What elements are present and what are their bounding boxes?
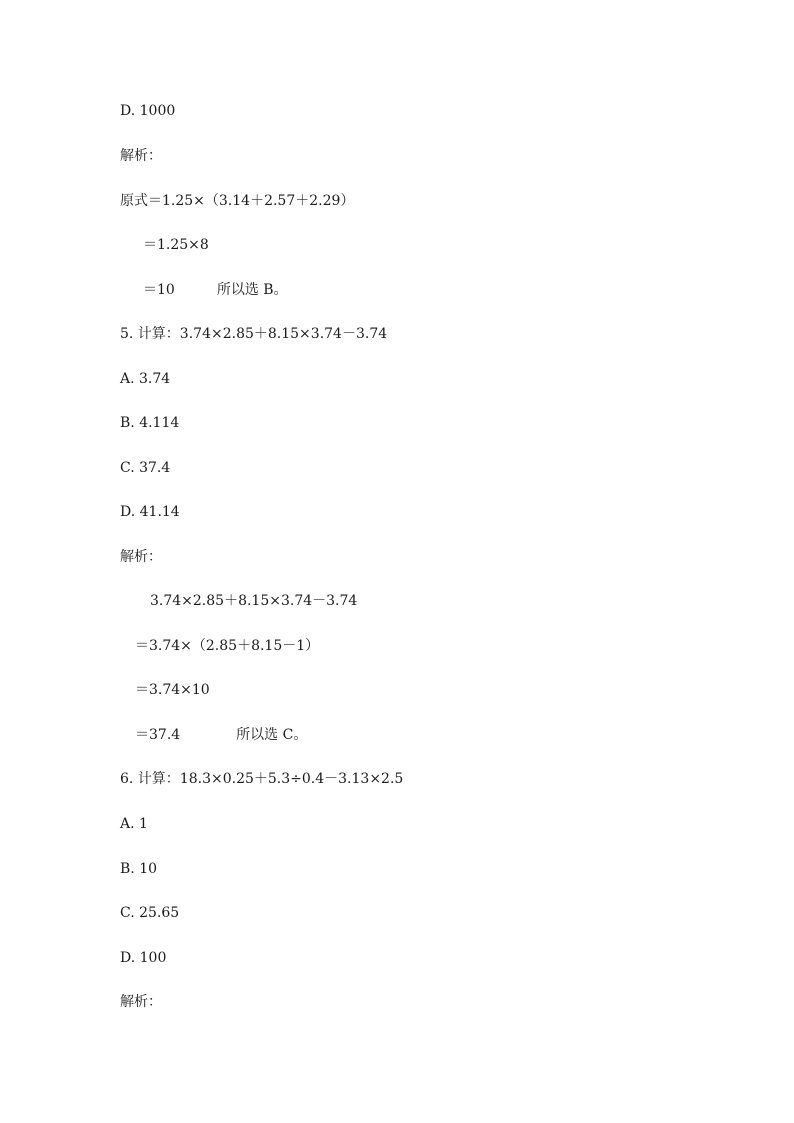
q5-option-c: C. 37.4 [120, 460, 171, 476]
q6-question: 6. 计算：18.3×0.25＋5.3÷0.4－3.13×2.5 [120, 771, 404, 787]
q4-solution-step-1: 原式＝1.25×（3.14＋2.57＋2.29） [120, 193, 355, 209]
q6-option-c: C. 25.65 [120, 905, 180, 921]
q4-option-d: D. 1000 [120, 103, 176, 119]
q5-solution-step-2: ＝3.74×10 [135, 682, 210, 698]
q5-option-b: B. 4.114 [120, 415, 180, 431]
analysis-heading: 解析： [120, 994, 162, 1010]
q5-option-d: D. 41.14 [120, 504, 180, 520]
q4-solution-step-2: ＝1.25×8 [143, 237, 209, 253]
q5-solution-expression: 3.74×2.85＋8.15×3.74－3.74 [150, 593, 358, 609]
analysis-heading: 解析： [120, 549, 162, 565]
q6-option-d: D. 100 [120, 950, 167, 966]
q4-solution-answer: ＝10 所以选 B。 [143, 282, 288, 298]
q6-option-b: B. 10 [120, 861, 158, 877]
q5-question: 5. 计算：3.74×2.85＋8.15×3.74－3.74 [120, 326, 388, 342]
q5-option-a: A. 3.74 [120, 371, 171, 387]
q5-solution-step-1: ＝3.74×（2.85＋8.15－1） [135, 638, 320, 654]
analysis-heading: 解析： [120, 148, 162, 164]
q5-solution-answer: ＝37.4 所以选 C。 [135, 727, 308, 743]
q6-option-a: A. 1 [120, 816, 148, 832]
